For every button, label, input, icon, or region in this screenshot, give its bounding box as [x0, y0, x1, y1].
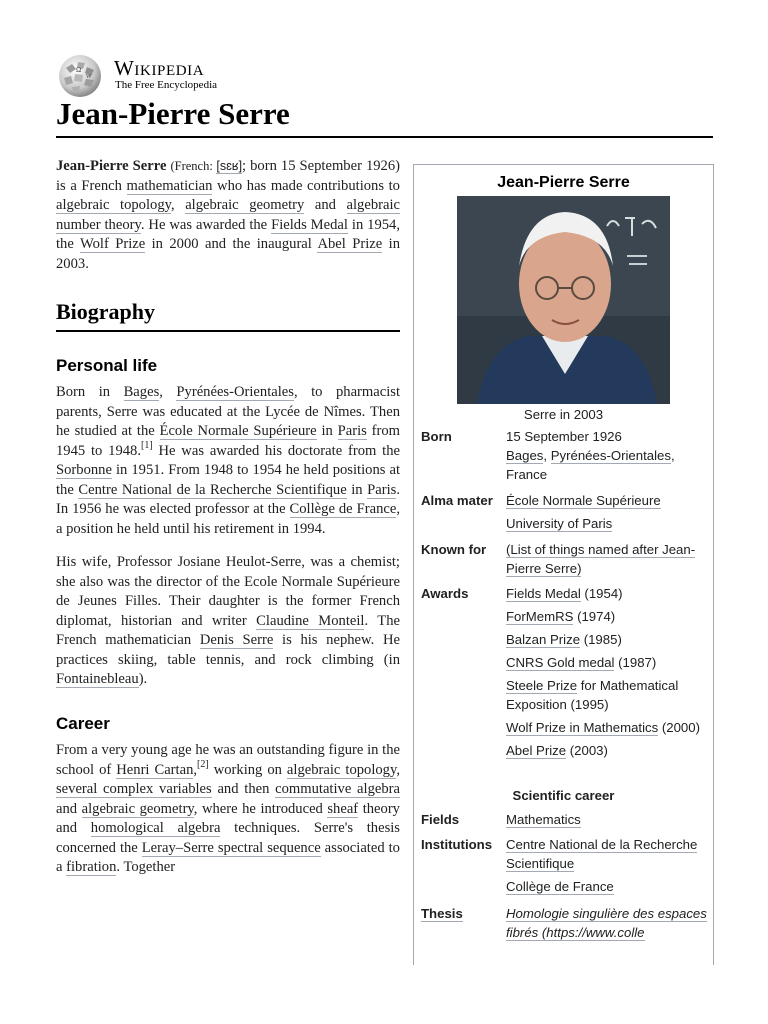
- link-things-named-after-serre[interactable]: (List of things named after Jean-Pierre Serre): [506, 542, 696, 576]
- body-text: is his nephew. He practices skiing, table tennis, and rock climbing (in: [56, 632, 400, 668]
- link-abel-prize[interactable]: Abel Prize: [317, 236, 383, 252]
- award-year: (2000): [658, 720, 700, 735]
- body-text: ).: [138, 671, 148, 687]
- body-text: He was awarded his doctorate from the: [152, 442, 400, 459]
- link-award[interactable]: Wolf Prize in Mathematics: [506, 720, 659, 735]
- intro-text: who has made contributions to: [212, 177, 400, 194]
- link-mathematician[interactable]: mathematician: [126, 177, 213, 194]
- body-text: and then: [211, 781, 276, 797]
- reference-1[interactable]: [1]: [141, 439, 153, 451]
- link-homological-algebra[interactable]: homological algebra: [90, 820, 221, 836]
- body-text: ,: [193, 761, 198, 778]
- link-university-of-paris[interactable]: University of Paris: [506, 516, 613, 531]
- label-alma-mater: Alma mater: [421, 493, 493, 508]
- personal-life-paragraph-1: [56, 383, 400, 539]
- lang-note: (French:: [170, 159, 217, 173]
- link-award[interactable]: Fields Medal: [506, 586, 581, 601]
- link-college-de-france[interactable]: Collège de France: [289, 501, 397, 517]
- ipa-link[interactable]: [sɛʁ]: [216, 159, 243, 173]
- link-fields-medal[interactable]: Fields Medal: [271, 216, 348, 233]
- award-year: (2003): [566, 743, 608, 758]
- label-institutions: Institutions: [421, 837, 493, 852]
- body-text: His wife, Professor Josiane Heulot-Serre, was a chemist; she also was the director of the Ecole Normale Supérieure de Jeunes Filles. Their daughter is the former French diplomat, historian and writer: [56, 554, 400, 629]
- separator: ,: [670, 448, 675, 463]
- separator: ,: [543, 448, 551, 463]
- link-paris[interactable]: Paris: [337, 423, 367, 439]
- body-text: , a position he held until his retirement in 1994.: [56, 501, 400, 537]
- body-text: working on: [208, 761, 287, 778]
- subsection-heading-personal-life: Personal life: [56, 355, 158, 375]
- link-algebraic-number-theory[interactable]: algebraic number theory: [56, 197, 400, 233]
- body-text: From a very young age he was an outstanding figure in the school of: [56, 742, 400, 778]
- link-claudine-monteil[interactable]: Claudine Monteil: [256, 612, 365, 629]
- reference-2[interactable]: [2]: [197, 758, 209, 770]
- section-heading-biography: Biography: [56, 302, 400, 332]
- award-item: [506, 653, 710, 672]
- body-text: ,: [396, 761, 400, 778]
- value-institutions: [506, 835, 710, 900]
- body-text: associated to a: [56, 839, 400, 875]
- born-date: 15 September 1926: [506, 429, 622, 444]
- intro-text: in 2003.: [56, 236, 401, 272]
- body-text: in 1951. From 1948 to 1954 he held positions at the: [56, 462, 400, 498]
- intro-text: in 2000 and the inaugural: [145, 236, 318, 252]
- label-born: Born: [421, 429, 452, 444]
- body-text: ,: [159, 384, 177, 400]
- wikipedia-globe-icon[interactable]: [56, 54, 104, 98]
- body-text: techniques. Serre's thesis concerned the: [56, 820, 400, 856]
- value-thesis: [506, 904, 710, 942]
- link-fontainebleau[interactable]: Fontainebleau: [56, 671, 139, 687]
- link-denis-serre[interactable]: Denis Serre: [199, 632, 274, 648]
- body-text: , where he introduced: [193, 800, 328, 817]
- wikipedia-tagline: The Free Encyclopedia: [115, 79, 218, 91]
- article-body: [56, 157, 400, 892]
- link-algebraic-geometry[interactable]: algebraic geometry: [185, 197, 305, 213]
- link-algebraic-geometry[interactable]: algebraic geometry: [81, 800, 194, 817]
- link-mathematics[interactable]: Mathematics: [506, 812, 581, 827]
- page-title: Jean-Pierre Serre: [56, 96, 290, 131]
- title-divider: [56, 136, 713, 138]
- value-awards: [506, 584, 710, 764]
- award-year: (1954): [580, 586, 623, 601]
- intro-text: . He was awarded the: [140, 216, 272, 233]
- award-item: [506, 718, 710, 737]
- body-text: from 1945 to 1948.: [56, 423, 400, 459]
- award-item: [506, 676, 710, 714]
- link-thesis-title[interactable]: Homologie singulière des espaces fibrés (https://www.colle: [506, 906, 707, 940]
- label-fields: Fields: [421, 812, 460, 827]
- label-awards: Awards: [421, 586, 469, 601]
- subject-name: Jean-Pierre Serre: [56, 158, 167, 174]
- portrait-photo[interactable]: [457, 196, 670, 404]
- body-text: Born in: [56, 384, 124, 400]
- infobox: [413, 164, 714, 965]
- career-paragraph-1: [56, 741, 400, 878]
- link-leray-serre-spectral-sequence[interactable]: Leray–Serre spectral sequence: [141, 839, 321, 856]
- link-award[interactable]: ForMemRS: [506, 609, 574, 624]
- image-caption: Serre in 2003: [523, 407, 604, 422]
- body-text: theory and: [56, 800, 400, 836]
- body-text: . Together: [116, 859, 176, 875]
- award-year: for Mathematical Exposition (1995): [506, 678, 679, 712]
- link-sheaf[interactable]: sheaf: [327, 800, 359, 817]
- award-year: (1974): [573, 609, 616, 624]
- wikipedia-wordmark[interactable]: Wikipedia: [114, 56, 205, 80]
- label-thesis: [421, 904, 505, 923]
- link-ecole-normale-superieure[interactable]: École Normale Supérieure: [506, 493, 661, 508]
- intro-paragraph: [56, 157, 400, 274]
- link-award[interactable]: Abel Prize: [506, 743, 567, 758]
- svg-text:Ω: Ω: [76, 66, 82, 74]
- born-country: France: [506, 467, 548, 482]
- link-award[interactable]: Steele Prize: [506, 678, 578, 693]
- svg-text:W: W: [86, 74, 92, 80]
- value-born: [506, 427, 710, 484]
- body-text: . The French mathematician: [56, 612, 400, 648]
- link-award[interactable]: Balzan Prize: [506, 632, 581, 647]
- personal-life-paragraph-2: [56, 553, 400, 690]
- link-pyrenees-orientales[interactable]: Pyrénées-Orientales: [550, 448, 671, 463]
- link-several-complex-variables[interactable]: several complex variables: [56, 781, 212, 797]
- subsection-heading-career: Career: [56, 713, 110, 733]
- body-text: in: [346, 481, 368, 498]
- link-college-de-france[interactable]: Collège de France: [506, 879, 614, 894]
- link-thesis[interactable]: Thesis: [421, 906, 463, 921]
- link-wolf-prize[interactable]: Wolf Prize: [79, 236, 146, 252]
- link-fibration[interactable]: fibration: [66, 859, 117, 875]
- link-award[interactable]: CNRS Gold medal: [506, 655, 615, 670]
- award-year: (1985): [580, 632, 622, 647]
- body-text: . In 1956 he was elected professor at the: [56, 481, 400, 517]
- award-item: [506, 584, 710, 603]
- label-known-for: Known for: [421, 542, 487, 557]
- award-item: [506, 607, 710, 626]
- site-header: [56, 54, 276, 98]
- link-ecole-normale-superieure[interactable]: École Normale Supérieure: [159, 423, 317, 439]
- intro-text: and: [304, 197, 347, 213]
- body-text: in: [316, 423, 338, 439]
- link-henri-cartan[interactable]: Henri Cartan: [116, 761, 194, 778]
- link-bages[interactable]: Bages: [506, 448, 544, 463]
- value-known-for: [506, 540, 710, 578]
- intro-text: in 1954, the: [56, 216, 401, 252]
- award-year: (1987): [614, 655, 657, 670]
- body-text: and: [56, 800, 82, 817]
- link-cnrs[interactable]: Centre National de la Recherche Scientifique: [78, 481, 347, 498]
- intro-text: ; born 15 September 1926) is a French: [56, 158, 400, 194]
- body-text: , to pharmacist parents, Serre was educated at the Lycée de Nîmes. Then he studied at the: [56, 384, 400, 439]
- link-bages[interactable]: Bages: [123, 384, 160, 400]
- link-algebraic-topology[interactable]: algebraic topology: [286, 761, 397, 778]
- link-algebraic-topology[interactable]: algebraic topology: [56, 197, 171, 213]
- link-pyrenees-orientales[interactable]: Pyrénées-Orientales: [176, 384, 294, 400]
- scientific-career-header: Scientific career: [512, 788, 615, 803]
- link-paris[interactable]: Paris: [367, 481, 397, 498]
- link-sorbonne[interactable]: Sorbonne: [56, 462, 112, 478]
- award-item: [506, 630, 710, 649]
- link-cnrs[interactable]: Centre National de la Recherche Scientifique: [506, 837, 698, 871]
- value-fields: [506, 810, 710, 829]
- link-commutative-algebra[interactable]: commutative algebra: [275, 781, 400, 797]
- infobox-title: Jean-Pierre Serre: [497, 174, 630, 191]
- award-item: [506, 741, 710, 760]
- intro-text: ,: [170, 197, 186, 213]
- value-alma-mater: [506, 491, 710, 537]
